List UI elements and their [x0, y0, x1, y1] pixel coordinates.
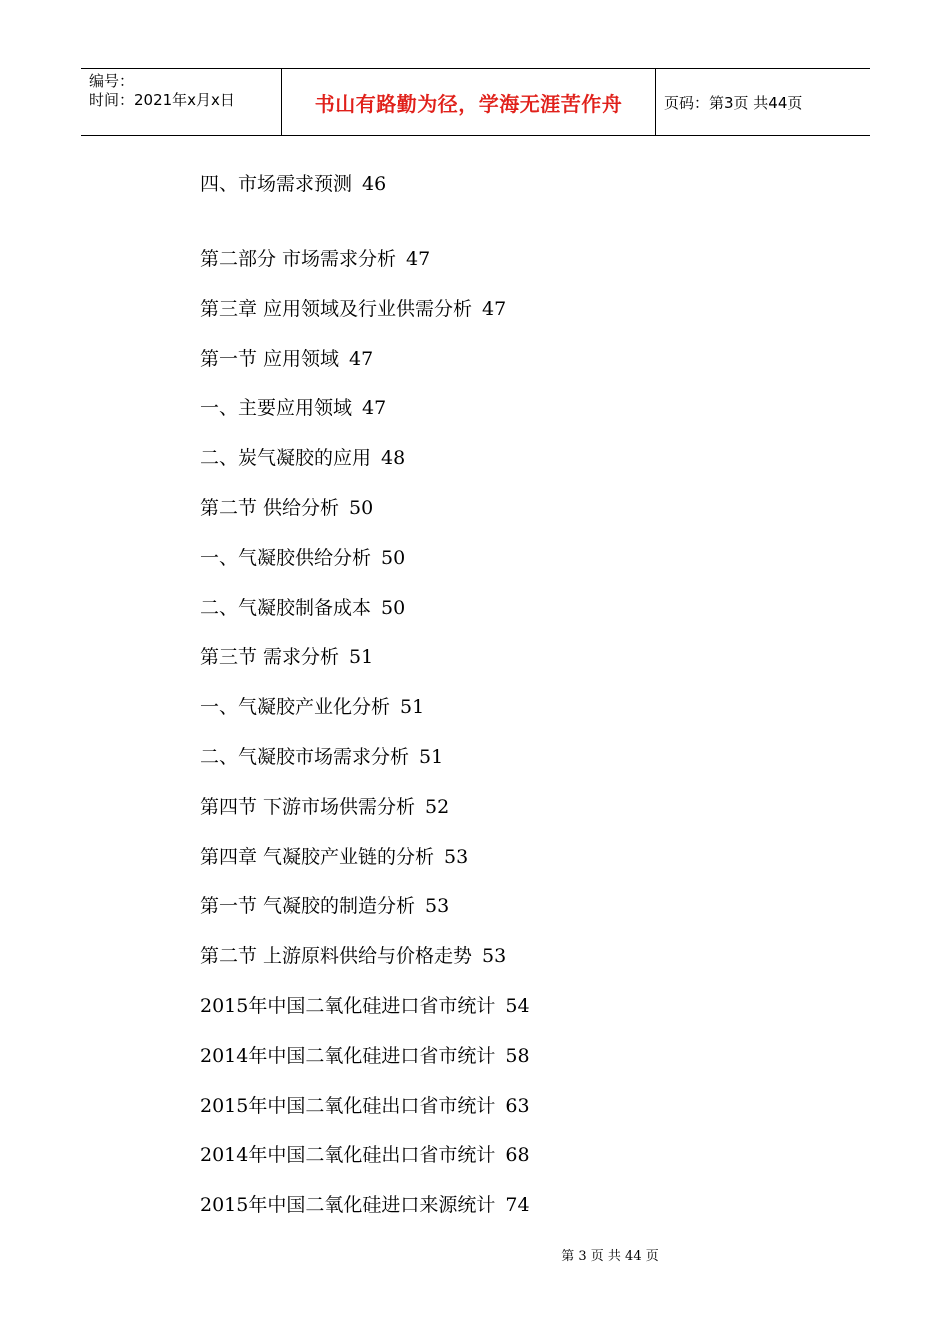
- toc-entry: [200, 496, 373, 520]
- toc-entry-page: 48: [381, 447, 406, 469]
- toc-entry-page: 47: [349, 348, 374, 370]
- toc-entry-page: 51: [349, 646, 374, 668]
- header-page-info: 页码：第3页 共44页: [664, 94, 803, 112]
- toc-entry-page: 46: [362, 173, 387, 195]
- toc-entry: [200, 347, 373, 371]
- toc-entry-title: 一、气凝胶供给分析: [200, 547, 372, 569]
- toc-entry: [200, 894, 449, 918]
- toc-entry-title: 2014年中国二氧化硅进口省市统计: [200, 1045, 496, 1067]
- document-time-label: 时间：2021年x月x日: [89, 91, 235, 109]
- document-code-label: 编号：: [89, 72, 135, 90]
- page-footer: 第 3 页 共 44 页: [561, 1249, 659, 1264]
- toc-entry: [200, 695, 424, 719]
- toc-entry-title: 二、气凝胶制备成本: [200, 597, 372, 619]
- toc-entry-page: 53: [482, 945, 507, 967]
- toc-entry-page: 68: [505, 1144, 530, 1166]
- toc-entry-page: 74: [505, 1194, 530, 1216]
- toc-entry: [200, 1143, 530, 1167]
- toc-entry-page: 47: [406, 248, 431, 270]
- toc-entry-page: 53: [444, 846, 469, 868]
- toc-entry-title: 第二节 上游原料供给与价格走势: [200, 945, 473, 967]
- toc-entry-title: 2014年中国二氧化硅出口省市统计: [200, 1144, 496, 1166]
- toc-entry-title: 第三章 应用领域及行业供需分析: [200, 298, 473, 320]
- toc-entry: [200, 297, 506, 321]
- toc-entry: [200, 845, 468, 869]
- toc-entry-title: 2015年中国二氧化硅进口来源统计: [200, 1194, 496, 1216]
- toc-entry-page: 51: [419, 746, 444, 768]
- toc-entry-title: 第四章 气凝胶产业链的分析: [200, 846, 435, 868]
- toc-entry: [200, 446, 405, 470]
- toc-entry: [200, 247, 430, 271]
- toc-entry-title: 第四节 下游市场供需分析: [200, 796, 416, 818]
- toc-entry-title: 第一节 应用领域: [200, 348, 340, 370]
- toc-entry-title: 二、炭气凝胶的应用: [200, 447, 372, 469]
- toc-entry: [200, 795, 449, 819]
- toc-entry-page: 47: [482, 298, 507, 320]
- toc-entry-title: 一、气凝胶产业化分析: [200, 696, 391, 718]
- header-meta: [89, 72, 281, 110]
- toc-entry: [200, 994, 530, 1018]
- toc-entry-page: 50: [381, 547, 406, 569]
- toc-entry-title: 第二节 供给分析: [200, 497, 340, 519]
- toc-entry: [200, 1193, 530, 1217]
- header-divider-right: [655, 69, 656, 136]
- toc-entry-title: 2015年中国二氧化硅进口省市统计: [200, 995, 496, 1017]
- toc-entry-page: 50: [349, 497, 374, 519]
- page-header: [81, 68, 870, 136]
- toc-entry-page: 51: [400, 696, 425, 718]
- toc-entry-title: 二、气凝胶市场需求分析: [200, 746, 410, 768]
- toc-entry-title: 第一节 气凝胶的制造分析: [200, 895, 416, 917]
- toc-entry-title: 2015年中国二氧化硅出口省市统计: [200, 1095, 496, 1117]
- toc-entry-title: 一、主要应用领域: [200, 397, 353, 419]
- toc-entry: [200, 1044, 530, 1068]
- toc-entry-page: 50: [381, 597, 406, 619]
- toc-entry: [200, 172, 386, 196]
- toc-entry: [200, 1094, 530, 1118]
- toc-entry-page: 63: [505, 1095, 530, 1117]
- toc-entry-title: 第二部分 市场需求分析: [200, 248, 397, 270]
- toc-entry-page: 53: [425, 895, 450, 917]
- toc-entry: [200, 596, 405, 620]
- toc-entry: [200, 546, 405, 570]
- toc-entry: [200, 745, 443, 769]
- toc-entry-page: 52: [425, 796, 450, 818]
- toc-entry-page: 47: [362, 397, 387, 419]
- toc-entry-title: 第三节 需求分析: [200, 646, 340, 668]
- header-motto: 书山有路勤为径，学海无涯苦作舟: [314, 92, 623, 116]
- toc-entry-page: 58: [505, 1045, 530, 1067]
- toc-entry: [200, 396, 386, 420]
- toc-entry-page: 54: [505, 995, 530, 1017]
- toc-entry: [200, 645, 373, 669]
- toc-entry: [200, 944, 506, 968]
- toc-entry-title: 四、市场需求预测: [200, 173, 353, 195]
